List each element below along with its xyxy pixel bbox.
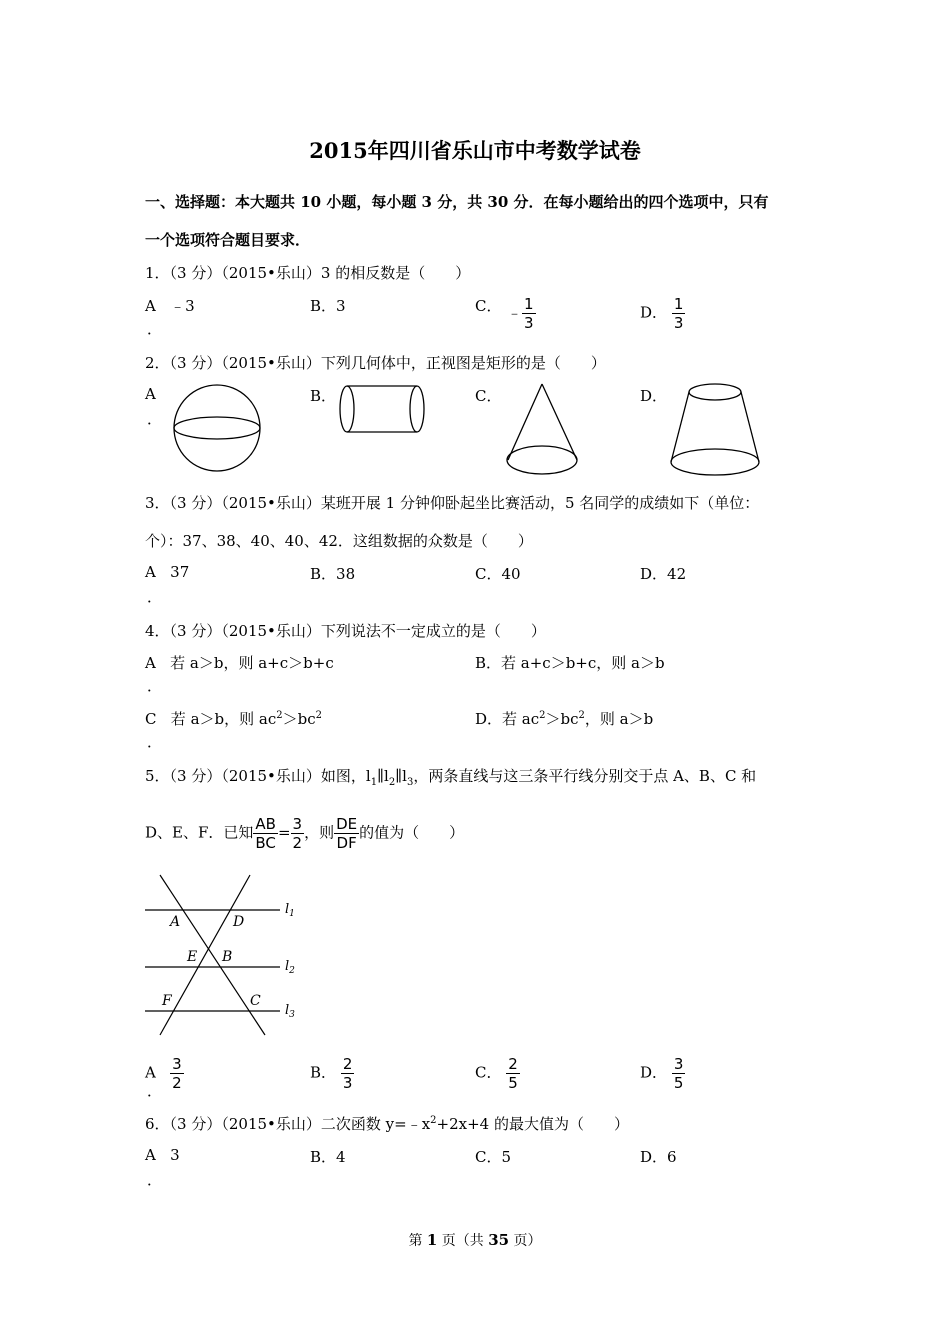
q5-option-d (640, 1055, 685, 1092)
page-footer (0, 1230, 950, 1250)
footer-text: 页（共 (437, 1233, 489, 1249)
option-dot: ． (147, 588, 163, 606)
option-dot: ． (147, 410, 163, 428)
numerator: 2 (508, 1055, 518, 1073)
stem-text: 5．（3 分）（2015•乐山）如图，l (145, 767, 371, 785)
exponent: 2 (539, 710, 546, 721)
q3-option-d: D．42 (640, 565, 687, 583)
option-label: D． (640, 303, 668, 322)
exponent: 2 (578, 710, 585, 721)
option-text: 3 (170, 1146, 180, 1164)
q3-stem-line1: 3．（3 分）（2015•乐山）某班开展 1 分钟仰卧起坐比赛活动，5 名同学的成绩如下（单位： (145, 494, 760, 512)
q1-option-c (475, 295, 501, 316)
q1-stem: 1．（3 分）（2015•乐山）3 的相反数是（ ） (145, 264, 471, 282)
denominator: 3 (673, 314, 684, 332)
fraction (672, 295, 686, 332)
label-l2: $l_2$ (285, 959, 295, 976)
sphere-figure (170, 380, 270, 480)
total-pages: 35 (488, 1231, 510, 1249)
fraction (170, 1055, 184, 1092)
fraction-de-df (334, 815, 359, 852)
label-e: E (187, 949, 198, 965)
q2-option-d-label: D． (640, 387, 668, 405)
stem-text: 的值为（ ） (359, 823, 465, 842)
option-label: C． (475, 1063, 502, 1082)
footer-text: 第 (408, 1233, 427, 1249)
option-text: ﹣3 (170, 297, 195, 315)
exponent: 2 (276, 710, 283, 721)
option-label: D． (640, 1063, 668, 1082)
q4-option-d (475, 708, 653, 729)
option-dot: ． (147, 320, 163, 338)
q6-option-a (145, 1146, 180, 1164)
parallel-symbol: ∥ (395, 767, 403, 785)
option-text: ，则 a＞b (584, 710, 654, 728)
stem-text: D、E、F．已知 (145, 823, 254, 842)
fraction (672, 1055, 686, 1092)
label-a: A (170, 914, 181, 930)
denominator: BC (255, 834, 276, 852)
q2-option-c-label: C． (475, 387, 502, 405)
label-l1: $l_1$ (285, 902, 295, 919)
q4-option-a (145, 652, 334, 673)
numerator: 1 (673, 295, 684, 313)
fraction-3-2 (291, 815, 305, 852)
q4-option-c (145, 708, 322, 729)
q3-stem-line2: 个）：37、38、40、40、42．这组数据的众数是（ ） (145, 532, 533, 550)
option-dot: ． (147, 1171, 163, 1189)
subscript: 1 (370, 777, 378, 788)
q3-option-c: C．40 (475, 565, 521, 583)
numerator: 1 (524, 295, 534, 313)
q3-option-a (145, 563, 189, 581)
subscript: 2 (388, 777, 396, 788)
denominator: 3 (524, 314, 534, 332)
numerator: 3 (172, 1055, 182, 1073)
parallel-lines-figure (140, 870, 310, 1040)
cylinder-figure (335, 382, 435, 438)
denominator: 5 (673, 1074, 684, 1092)
denominator: 2 (172, 1074, 182, 1092)
denominator: DF (336, 834, 357, 852)
option-label: C． (475, 297, 502, 315)
subscript: 3 (406, 777, 414, 788)
stem-text: ，两条直线与这三条平行线分别交于点 A、B、C 和 (413, 767, 757, 785)
q5-stem-line1: 5．（3 分）（2015•乐山）如图，$l_1\parallel l_2\parallel l_3$，两条直线与这三条平行线分别交于点 A、B、C 和 (145, 767, 757, 788)
equals-sign: = (277, 823, 291, 842)
option-text: 37 (170, 563, 190, 581)
denominator: 3 (342, 1074, 353, 1092)
section-heading-line2: 一个选项符合题目要求． (145, 231, 311, 249)
option-label: A (145, 1146, 156, 1164)
q6-option-d: D．6 (640, 1148, 677, 1166)
option-dot: ． (147, 1082, 163, 1100)
section-heading-line1: 一、选择题：本大题共 10 小题，每小题 3 分，共 30 分．在每小题给出的四个选项中，只有 (145, 193, 769, 211)
fraction-ab-bc (253, 815, 278, 852)
label-c: C (250, 993, 261, 1009)
q2-option-b-label: B． (310, 387, 337, 405)
option-text: D．若 ac (475, 710, 540, 728)
denominator: 2 (292, 834, 303, 852)
numerator: 3 (673, 1055, 684, 1073)
numerator: AB (255, 815, 276, 833)
parallel-symbol: ∥ (377, 767, 384, 785)
option-label: A (145, 1063, 156, 1082)
cone-figure (500, 380, 585, 480)
label-f: F (162, 993, 172, 1009)
exponent: 2 (315, 710, 322, 721)
label-d: D (233, 914, 245, 930)
q6-option-b: B．4 (310, 1148, 346, 1166)
numerator: DE (336, 815, 358, 833)
q1-option-c-value (507, 295, 536, 332)
q2-stem: 2．（3 分）（2015•乐山）下列几何体中，正视图是矩形的是（ ） (145, 354, 606, 372)
option-text: 若 a＞b，则 a+c＞b+c (170, 654, 334, 672)
exponent: 2 (430, 1115, 437, 1126)
q4-option-b: B．若 a+c＞b+c，则 a＞b (475, 654, 665, 672)
option-label: A (145, 654, 156, 672)
option-dot: ． (147, 677, 163, 695)
q5-stem-line2 (145, 815, 464, 852)
q6-stem (145, 1113, 629, 1134)
denominator: 5 (508, 1074, 518, 1092)
option-label: B． (310, 1063, 337, 1082)
label-l3: $l_3$ (285, 1003, 295, 1020)
q4-stem: 4．（3 分）（2015•乐山）下列说法不一定成立的是（ ） (145, 622, 546, 640)
q5-option-c (475, 1055, 520, 1092)
footer-text: 页） (509, 1233, 542, 1249)
option-label: C (145, 710, 157, 728)
q5-option-b (310, 1055, 354, 1092)
fraction (506, 1055, 520, 1092)
option-dot: ． (147, 733, 163, 751)
numerator: 2 (342, 1055, 353, 1073)
q1-option-a (145, 295, 195, 316)
option-text: ＞bc (545, 710, 579, 728)
option-label: A (145, 297, 156, 315)
page-title: 2015年四川省乐山市中考数学试卷 (309, 138, 641, 163)
stem-text: +2x+4 的最大值为（ ） (436, 1115, 629, 1133)
fraction (522, 295, 536, 332)
numerator: 3 (292, 815, 303, 833)
q6-option-c: C．5 (475, 1148, 512, 1166)
option-text: ＞bc (282, 710, 316, 728)
q1-option-b: B．3 (310, 297, 346, 315)
stem-text: 6．（3 分）（2015•乐山）二次函数 y=﹣x (145, 1115, 431, 1133)
label-b: B (222, 949, 233, 965)
page-number: 1 (426, 1231, 438, 1249)
minus-sign: ﹣ (507, 303, 523, 322)
option-text: 若 a＞b，则 ac (170, 710, 277, 728)
fraction (341, 1055, 355, 1092)
stem-text: ，则 (304, 823, 335, 842)
q1-option-d (640, 295, 685, 332)
q3-option-b: B．38 (310, 565, 356, 583)
q2-option-a-label: A (145, 385, 156, 403)
frustum-figure (665, 380, 765, 480)
option-label: A (145, 563, 156, 581)
